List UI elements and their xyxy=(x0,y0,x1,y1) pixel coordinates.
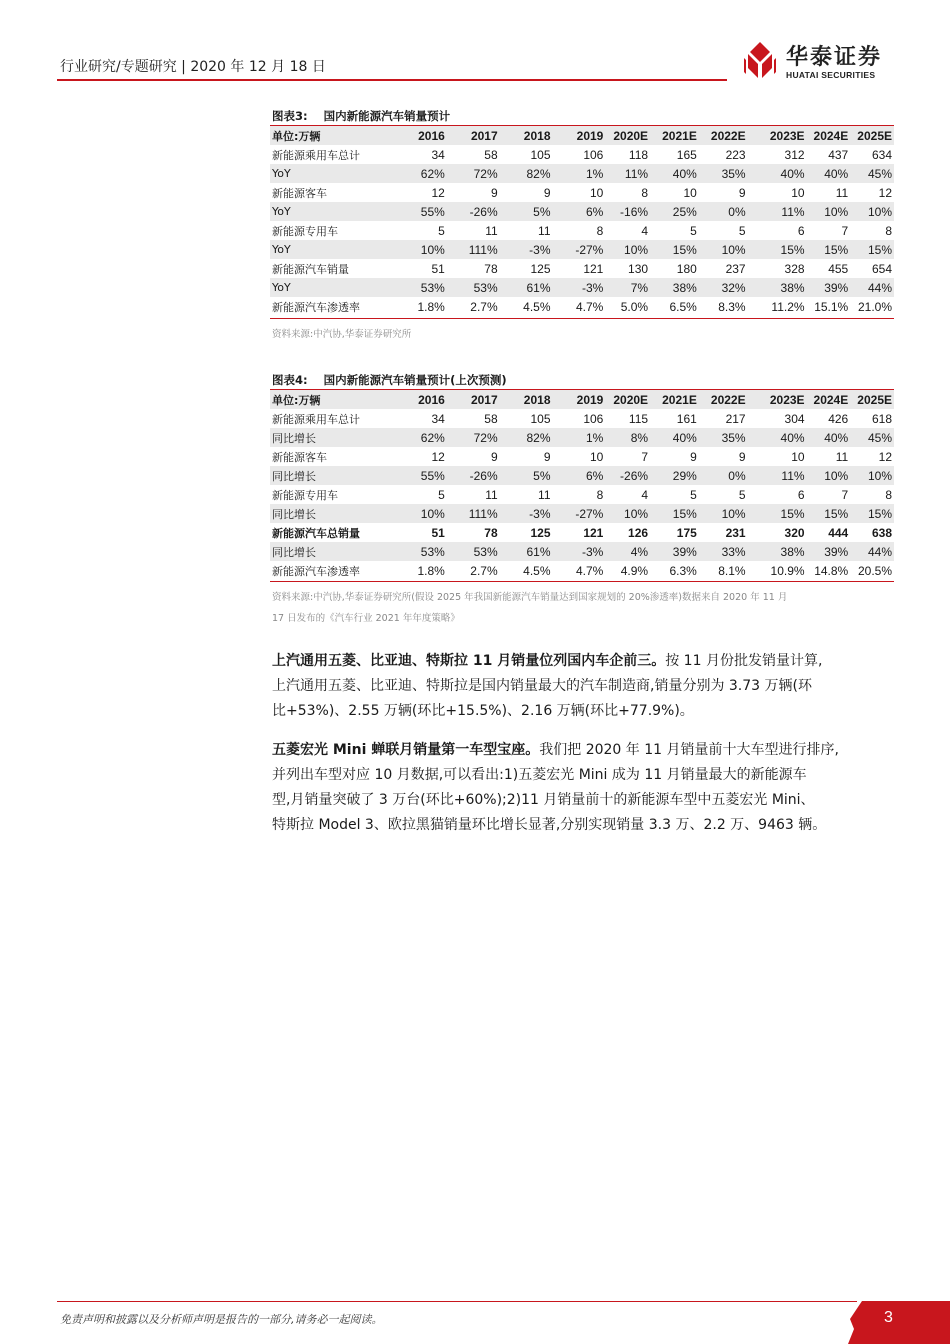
header-year-cell: 2019 xyxy=(553,126,606,145)
value-cell: -3% xyxy=(500,504,553,523)
value-cell: -27% xyxy=(553,504,606,523)
value-cell: 105 xyxy=(530,411,551,426)
value-cell: 426 xyxy=(828,411,849,426)
value-cell: 6% xyxy=(553,466,606,485)
value-cell: 8 xyxy=(596,223,604,238)
value-cell: 8 xyxy=(641,185,649,200)
header-year-cell: 2025E xyxy=(850,390,894,409)
value-cell: 10% xyxy=(402,240,447,259)
table-row xyxy=(270,259,894,278)
table4-source-line2: 17 日发布的《汽车行业 2021 年年度策略》 xyxy=(272,613,460,624)
huatai-logo-icon xyxy=(742,40,778,80)
value-cell: 61% xyxy=(500,542,553,561)
row-label-cell: 新能源汽车渗透率 xyxy=(272,564,360,578)
value-cell: 437 xyxy=(828,147,849,162)
value-cell: 5.0% xyxy=(620,299,649,314)
value-cell: 12 xyxy=(431,449,445,464)
value-cell: -3% xyxy=(553,542,606,561)
value-cell: 39% xyxy=(807,278,851,297)
header-year-cell: 2018 xyxy=(500,126,553,145)
row-label-cell: YoY xyxy=(270,164,402,183)
value-cell: 53% xyxy=(447,542,500,561)
value-cell: 29% xyxy=(650,466,699,485)
table-row xyxy=(270,221,894,240)
value-cell: 72% xyxy=(447,428,500,447)
header-year-cell: 2024E xyxy=(807,390,851,409)
value-cell: 5% xyxy=(500,466,553,485)
value-cell: 121 xyxy=(583,261,604,276)
value-cell: 45% xyxy=(850,428,894,447)
value-cell: 51 xyxy=(431,261,445,276)
value-cell: 4 xyxy=(641,487,649,502)
value-cell: 9 xyxy=(490,449,498,464)
value-cell: 8% xyxy=(605,428,650,447)
value-cell: 82% xyxy=(500,428,553,447)
value-cell: 5 xyxy=(738,487,746,502)
value-cell: 78 xyxy=(484,261,498,276)
value-cell: 5 xyxy=(738,223,746,238)
value-cell: -26% xyxy=(605,466,650,485)
row-label-cell: 新能源乘用车总计 xyxy=(272,148,360,162)
value-cell: 39% xyxy=(650,542,699,561)
value-cell: 11.2% xyxy=(771,299,805,314)
value-cell: -26% xyxy=(447,466,500,485)
row-label-cell: 新能源专用车 xyxy=(272,224,338,238)
value-cell: 34 xyxy=(431,147,445,162)
paragraph2-line4: 特斯拉 Model 3、欧拉黑猫销量环比增长显著,分别实现销量 3.3 万、2.2 万、9463 辆。 xyxy=(272,817,827,833)
value-cell: 38% xyxy=(748,542,807,561)
value-cell: -26% xyxy=(447,202,500,221)
value-cell: 10 xyxy=(589,185,604,200)
table3-number: 图表3: xyxy=(272,109,308,123)
header-year-cell: 2023E xyxy=(748,126,807,145)
value-cell: 53% xyxy=(402,542,447,561)
value-cell: 44% xyxy=(850,542,894,561)
value-cell: 10% xyxy=(699,504,748,523)
value-cell: 10% xyxy=(850,202,894,221)
header-year-cell: 2023E xyxy=(748,390,807,409)
value-cell: 38% xyxy=(650,278,699,297)
value-cell: 115 xyxy=(628,411,649,426)
paragraph2-line3: 型,月销量突破了 3 万台(环比+60%);2)11 月销量前十的新能源车型中五菱宏光 Mini、 xyxy=(272,792,815,808)
value-cell: 15% xyxy=(650,504,699,523)
value-cell: 5 xyxy=(438,487,445,502)
logo-english-name: HUATAI SECURITIES xyxy=(786,70,876,80)
header-year-cell: 2018 xyxy=(500,390,553,409)
value-cell: 618 xyxy=(871,411,892,426)
value-cell: -27% xyxy=(553,240,606,259)
value-cell: 4% xyxy=(605,542,650,561)
value-cell: 10 xyxy=(791,185,805,200)
paragraph1-line1: 按 11 月份批发销量计算, xyxy=(665,653,823,669)
value-cell: 217 xyxy=(725,411,746,426)
value-cell: 6 xyxy=(797,223,805,238)
value-cell: 8 xyxy=(885,223,892,238)
value-cell: 5 xyxy=(690,223,697,238)
value-cell: 2.7% xyxy=(470,563,498,578)
value-cell: 9 xyxy=(543,449,551,464)
value-cell: 55% xyxy=(402,466,447,485)
value-cell: 9 xyxy=(738,449,746,464)
value-cell: 8.3% xyxy=(718,299,746,314)
value-cell: 35% xyxy=(699,428,748,447)
header-year-cell: 2020E xyxy=(605,126,650,145)
value-cell: 111% xyxy=(447,504,500,523)
value-cell: 1% xyxy=(553,164,606,183)
value-cell: 0% xyxy=(699,466,748,485)
value-cell: 130 xyxy=(628,261,649,276)
value-cell: 14.8% xyxy=(814,563,849,578)
value-cell: 35% xyxy=(699,164,748,183)
row-label-cell: YoY xyxy=(270,278,402,297)
value-cell: 10 xyxy=(791,449,805,464)
header-year-cell: 2024E xyxy=(807,126,851,145)
value-cell: 638 xyxy=(871,525,892,540)
value-cell: 12 xyxy=(878,449,892,464)
row-label-cell: YoY xyxy=(270,240,402,259)
value-cell: 15% xyxy=(850,240,894,259)
value-cell: 55% xyxy=(402,202,447,221)
header-divider xyxy=(57,79,727,81)
value-cell: 10% xyxy=(605,504,650,523)
row-label-cell: 同比增长 xyxy=(270,504,402,523)
header-year-cell: 2016 xyxy=(402,126,447,145)
row-label-cell: 新能源汽车总销量 xyxy=(272,526,360,540)
value-cell: 15% xyxy=(650,240,699,259)
value-cell: 40% xyxy=(748,164,807,183)
table4-source-line1: 资料来源:中汽协,华泰证券研究所(假设 2025 年我国新能源汽车销量达到国家规划的 20%渗透率)数据来自 2020 年 11 月 xyxy=(272,592,788,603)
value-cell: 118 xyxy=(628,147,649,162)
value-cell: 6% xyxy=(553,202,606,221)
value-cell: 7 xyxy=(841,223,849,238)
value-cell: 20.5% xyxy=(857,563,892,578)
value-cell: 125 xyxy=(530,261,551,276)
value-cell: 161 xyxy=(676,411,697,426)
value-cell: 328 xyxy=(784,261,805,276)
value-cell: 4.7% xyxy=(575,563,604,578)
value-cell: 12 xyxy=(878,185,892,200)
value-cell: 62% xyxy=(402,428,447,447)
value-cell: 11 xyxy=(835,185,849,200)
value-cell: 7 xyxy=(841,487,849,502)
value-cell: 634 xyxy=(871,147,892,162)
row-label-cell: 同比增长 xyxy=(270,542,402,561)
value-cell: 51 xyxy=(431,525,445,540)
paragraph1-line2: 上汽通用五菱、比亚迪、特斯拉是国内销量最大的汽车制造商,销量分别为 3.73 万辆(环 xyxy=(272,678,812,694)
value-cell: 106 xyxy=(583,411,604,426)
value-cell: -3% xyxy=(500,240,553,259)
table-row xyxy=(270,447,894,466)
value-cell: 223 xyxy=(725,147,746,162)
table-row xyxy=(270,183,894,202)
value-cell: 4.9% xyxy=(620,563,649,578)
table-row xyxy=(270,145,894,164)
value-cell: 8 xyxy=(885,487,892,502)
table-row xyxy=(270,504,894,523)
value-cell: 44% xyxy=(850,278,894,297)
value-cell: 304 xyxy=(784,411,805,426)
header-year-cell: 2021E xyxy=(650,390,699,409)
value-cell: 320 xyxy=(784,525,805,540)
footer-disclaimer: 免责声明和披露以及分析师声明是报告的一部分,请务必一起阅读。 xyxy=(60,1313,383,1326)
value-cell: 9 xyxy=(543,185,551,200)
row-label-cell: 新能源汽车渗透率 xyxy=(272,300,360,314)
header-year-cell: 2021E xyxy=(650,126,699,145)
value-cell: 4 xyxy=(641,223,649,238)
page-tab-shape xyxy=(848,1301,950,1344)
value-cell: 9 xyxy=(738,185,746,200)
table-row xyxy=(270,485,894,504)
table-header-row xyxy=(270,126,894,145)
value-cell: 15% xyxy=(807,504,851,523)
value-cell: 6.5% xyxy=(669,299,697,314)
header-year-cell: 2020E xyxy=(605,390,650,409)
value-cell: 105 xyxy=(530,147,551,162)
value-cell: 654 xyxy=(871,261,892,276)
value-cell: -16% xyxy=(605,202,650,221)
table-row xyxy=(270,466,894,485)
table-row xyxy=(270,202,894,221)
huatai-logo xyxy=(742,40,902,85)
logo-chinese-name: 华泰证券 xyxy=(786,45,883,70)
value-cell: 1% xyxy=(553,428,606,447)
row-label-cell: 同比增长 xyxy=(270,428,402,447)
value-cell: 5% xyxy=(500,202,553,221)
row-label-cell: 新能源汽车销量 xyxy=(272,262,349,276)
row-label-cell: YoY xyxy=(270,202,402,221)
value-cell: 34 xyxy=(431,411,445,426)
table-row xyxy=(270,240,894,259)
value-cell: 121 xyxy=(583,525,604,540)
value-cell: 1.8% xyxy=(417,299,445,314)
row-label-cell: 同比增长 xyxy=(270,466,402,485)
header-year-cell: 2019 xyxy=(553,390,606,409)
paragraph-wuling-mini xyxy=(272,738,897,838)
value-cell: 10% xyxy=(402,504,447,523)
value-cell: 11 xyxy=(485,223,498,238)
row-label-cell: 新能源客车 xyxy=(272,186,327,200)
value-cell: 175 xyxy=(676,525,697,540)
table3-bottom-rule xyxy=(270,318,894,319)
value-cell: 11% xyxy=(748,202,807,221)
paragraph-top3-makers xyxy=(272,649,897,724)
value-cell: 312 xyxy=(784,147,805,162)
footer-divider xyxy=(57,1301,857,1302)
value-cell: 6 xyxy=(797,487,805,502)
table3-caption: 国内新能源汽车销量预计 xyxy=(323,109,451,123)
value-cell: 33% xyxy=(699,542,748,561)
value-cell: 4.7% xyxy=(575,299,604,314)
row-label-cell: 新能源客车 xyxy=(272,450,327,464)
value-cell: 8 xyxy=(596,487,604,502)
table3-source: 资料来源:中汽协,华泰证券研究所 xyxy=(272,329,412,340)
table-row xyxy=(270,164,894,183)
header-year-cell: 2016 xyxy=(402,390,447,409)
value-cell: 10% xyxy=(605,240,650,259)
value-cell: 25% xyxy=(650,202,699,221)
header-unit-cell: 单位:万辆 xyxy=(270,126,402,145)
value-cell: 58 xyxy=(484,147,498,162)
value-cell: 58 xyxy=(484,411,498,426)
value-cell: 165 xyxy=(676,147,697,162)
value-cell: 53% xyxy=(447,278,500,297)
table-header-row xyxy=(270,390,894,409)
value-cell: 15.1% xyxy=(814,299,849,314)
page-number: 3 xyxy=(884,1309,893,1326)
value-cell: 125 xyxy=(530,525,551,540)
value-cell: 62% xyxy=(402,164,447,183)
value-cell: 455 xyxy=(828,261,849,276)
value-cell: 32% xyxy=(699,278,748,297)
header-unit-cell: 单位:万辆 xyxy=(270,390,402,409)
value-cell: 15% xyxy=(850,504,894,523)
value-cell: 11 xyxy=(538,223,551,238)
value-cell: 10% xyxy=(807,466,851,485)
value-cell: 4.5% xyxy=(523,299,551,314)
table4 xyxy=(270,390,894,580)
value-cell: 111% xyxy=(447,240,500,259)
table-row xyxy=(270,542,894,561)
table4-number: 图表4: xyxy=(272,373,308,387)
value-cell: 126 xyxy=(628,525,649,540)
value-cell: 237 xyxy=(725,261,746,276)
value-cell: 40% xyxy=(807,428,851,447)
table-row xyxy=(270,523,894,542)
table-row xyxy=(270,409,894,428)
value-cell: 1.8% xyxy=(417,563,445,578)
paragraph2-line2: 并列出车型对应 10 月数据,可以看出:1)五菱宏光 Mini 成为 11 月销量最大的新能源车 xyxy=(272,767,807,783)
table4-title xyxy=(272,372,507,388)
value-cell: 40% xyxy=(650,428,699,447)
header-year-cell: 2017 xyxy=(447,126,500,145)
table4-bottom-rule xyxy=(270,581,894,582)
value-cell: -3% xyxy=(553,278,606,297)
table-row xyxy=(270,428,894,447)
value-cell: 10 xyxy=(589,449,604,464)
paragraph2-line1: 我们把 2020 年 11 月销量前十大车型进行排序, xyxy=(539,742,839,758)
value-cell: 78 xyxy=(484,525,498,540)
value-cell: 11 xyxy=(835,449,849,464)
value-cell: 9 xyxy=(490,185,498,200)
value-cell: 10% xyxy=(699,240,748,259)
value-cell: 15% xyxy=(748,240,807,259)
table-row xyxy=(270,278,894,297)
row-label-cell: 新能源专用车 xyxy=(272,488,338,502)
value-cell: 7 xyxy=(641,449,649,464)
value-cell: 231 xyxy=(725,525,746,540)
paragraph1-lead: 上汽通用五菱、比亚迪、特斯拉 11 月销量位列国内车企前三。 xyxy=(272,653,666,669)
header-year-cell: 2017 xyxy=(447,390,500,409)
value-cell: 15% xyxy=(748,504,807,523)
value-cell: 21.0% xyxy=(857,299,892,314)
value-cell: 5 xyxy=(438,223,445,238)
value-cell: 106 xyxy=(583,147,604,162)
value-cell: 40% xyxy=(807,164,851,183)
value-cell: 8.1% xyxy=(718,563,746,578)
table4-caption: 国内新能源汽车销量预计(上次预测) xyxy=(323,373,507,387)
value-cell: 180 xyxy=(676,261,697,276)
value-cell: 7% xyxy=(605,278,650,297)
value-cell: 40% xyxy=(650,164,699,183)
value-cell: 4.5% xyxy=(523,563,551,578)
value-cell: 10% xyxy=(807,202,851,221)
table3 xyxy=(270,126,894,316)
value-cell: 11% xyxy=(605,164,650,183)
value-cell: 45% xyxy=(850,164,894,183)
header-year-cell: 2025E xyxy=(850,126,894,145)
value-cell: 444 xyxy=(828,525,849,540)
value-cell: 40% xyxy=(748,428,807,447)
value-cell: 53% xyxy=(402,278,447,297)
paragraph2-lead: 五菱宏光 Mini 蝉联月销量第一车型宝座。 xyxy=(272,742,540,758)
value-cell: 11% xyxy=(748,466,807,485)
table-row xyxy=(270,561,894,580)
row-label-cell: 新能源乘用车总计 xyxy=(272,412,360,426)
value-cell: 0% xyxy=(699,202,748,221)
value-cell: 10 xyxy=(683,185,697,200)
value-cell: 82% xyxy=(500,164,553,183)
header-text: 行业研究/专题研究 | 2020 年 12 月 18 日 xyxy=(60,59,326,75)
value-cell: 5 xyxy=(690,487,697,502)
value-cell: 15% xyxy=(807,240,851,259)
table3-title xyxy=(272,108,450,124)
value-cell: 10.9% xyxy=(770,563,805,578)
value-cell: 11 xyxy=(485,487,498,502)
value-cell: 2.7% xyxy=(470,299,498,314)
value-cell: 72% xyxy=(447,164,500,183)
value-cell: 39% xyxy=(807,542,851,561)
value-cell: 11 xyxy=(538,487,551,502)
header-year-cell: 2022E xyxy=(699,126,748,145)
value-cell: 12 xyxy=(431,185,445,200)
paragraph1-line3: 比+53%)、2.55 万辆(环比+15.5%)、2.16 万辆(环比+77.9%)。 xyxy=(272,703,694,719)
value-cell: 38% xyxy=(748,278,807,297)
value-cell: 10% xyxy=(850,466,894,485)
value-cell: 6.3% xyxy=(669,563,697,578)
value-cell: 9 xyxy=(690,449,697,464)
value-cell: 61% xyxy=(500,278,553,297)
header-year-cell: 2022E xyxy=(699,390,748,409)
table-row xyxy=(270,297,894,316)
